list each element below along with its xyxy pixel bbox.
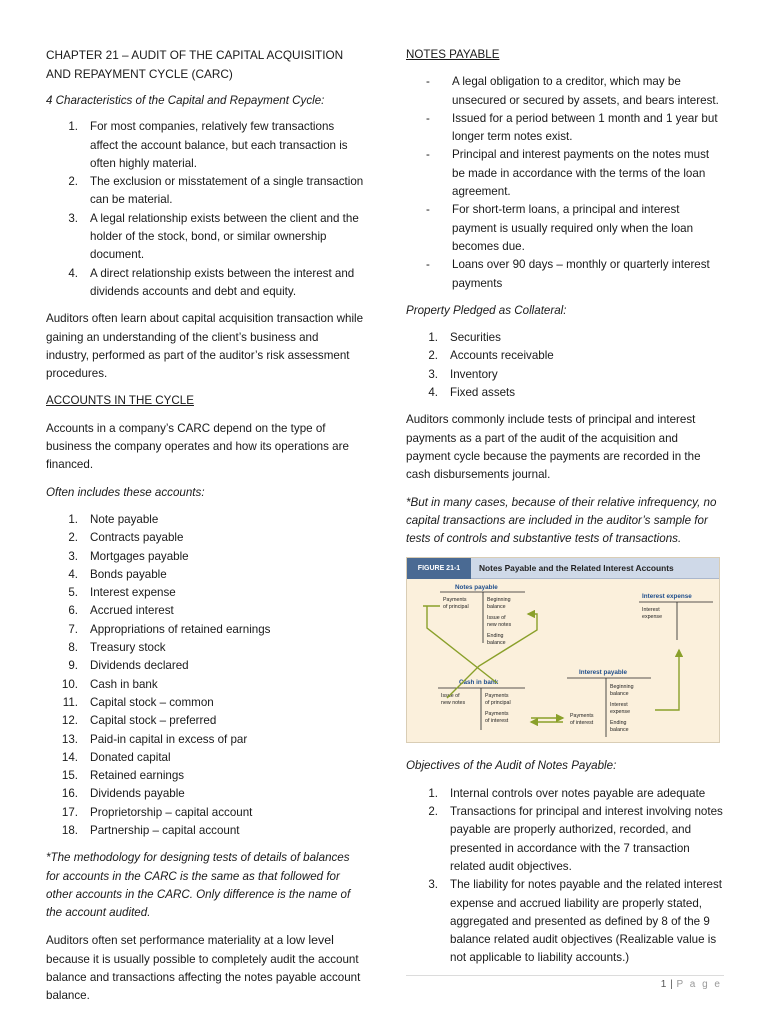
list-text: For short-term loans, a principal and interest payment is usually required only when the loan becomes due. [452,203,694,253]
np-credit-2b: new notes [487,622,512,629]
list-item [406,146,724,201]
list-text: Treasury stock [90,641,166,655]
interest-expense-t-account [639,593,713,640]
left-column [46,46,364,1015]
list-text: Issued for a period between 1 month and 1 year but longer term notes exist. [452,111,718,144]
cb-credit-1a: Payments [485,693,509,700]
page-separator: | [670,979,674,990]
list-text: Mortgages payable [90,549,189,563]
list-item [46,566,364,584]
list-text: Fixed assets [450,386,516,400]
list-text: Interest expense [90,586,176,600]
list-number: 3. [428,367,438,381]
list-number: 12. [61,714,78,728]
list-item [406,384,724,402]
characteristics-heading: 4 Characteristics of the Capital and Repayment Cycle: [46,94,325,107]
chapter-title: CHAPTER 21 – AUDIT OF THE CAPITAL ACQUISITION AND REPAYMENT CYCLE (CARC) [46,48,344,81]
np-credit-3b: balance [487,640,506,647]
list-number: 4. [428,386,438,400]
objectives-heading: Objectives of the Audit of Notes Payable: [406,759,617,773]
cb-debit-label [441,693,465,706]
list-item [46,804,364,822]
ip-credit-1a: Beginning [610,684,634,691]
np-debit-line2: of principal [443,604,469,611]
list-item [406,347,724,365]
list-item [46,621,364,639]
list-number: 3. [68,549,78,563]
tests-paragraph: Auditors commonly include tests of principal and interest payments as a part of the audit of the acquisition and payment cycle because the payments are recorded in the cash disbursements journal. [406,413,701,482]
figure-notes-payable-accounts [406,557,720,743]
list-item [406,876,724,967]
ip-credit-3a: Ending [610,720,627,727]
list-number: 13. [61,732,78,746]
page-footer [661,976,722,994]
list-text: For most companies, relatively few transactions affect the account balance, but each transaction is often highly material. [90,120,348,170]
list-item [46,785,364,803]
cb-debit-line2: new notes [441,700,466,707]
list-text: Dividends payable [90,787,185,801]
list-number: 2. [428,349,438,363]
list-number: 15. [61,769,78,783]
ie-debit-label [642,607,662,620]
list-item [46,265,364,302]
list-text: Capital stock – preferred [90,714,217,728]
list-text: Inventory [450,367,498,381]
right-column [406,46,724,977]
list-text: Paid-in capital in excess of par [90,732,248,746]
list-number: 2. [428,805,438,819]
list-text: Proprietorship – capital account [90,805,253,819]
materiality-paragraph [46,931,364,1005]
list-text: Note payable [90,512,159,526]
ip-credit-3b: balance [610,727,629,734]
ip-debit-line2: of interest [570,720,594,727]
list-text: Retained earnings [90,769,185,783]
np-credit-2a: Issue of [487,615,506,622]
list-number: 2. [68,175,78,189]
list-number: 5. [68,586,78,600]
list-number: 8. [68,641,78,655]
list-number: 2. [68,531,78,545]
list-text: Internal controls over notes payable are adequate [450,786,706,800]
ie-debit-line2: expense [642,614,663,621]
collateral-list [406,329,724,402]
list-text: A direct relationship exists between the interest and dividends accounts and debt and equity. [90,266,355,298]
cb-credit-2b: of interest [485,718,509,725]
interest-payable-title: Interest payable [579,669,627,677]
np-credit-3a: Ending [487,633,504,640]
ie-debit-line1: Interest [642,607,660,614]
list-text: Cash in bank [90,677,158,691]
ip-credit-1b: balance [610,691,629,698]
arrow-interest-expense [655,650,679,710]
list-text: Capital stock – common [90,695,214,709]
cb-debit-line1: Issue of [441,693,460,700]
list-item [406,366,724,384]
list-item [406,256,724,293]
list-item [46,767,364,785]
list-text: Principal and interest payments on the notes must be made in accordance with the terms of the loan agreement. [452,148,710,199]
list-item [46,712,364,730]
cb-credit-1b: of principal [485,700,511,707]
page-number: 1 [660,979,667,990]
page-word: P a g e [676,979,722,990]
list-text: Dividends declared [90,659,189,673]
list-text: Contracts payable [90,531,184,545]
list-text: A legal obligation to a creditor, which may be unsecured or secured by assets, and bears interest. [452,75,719,107]
list-item [46,639,364,657]
list-number: 7. [68,622,78,636]
infrequency-note: *But in many cases, because of their relative infrequency, no capital transactions are included in the auditor’s sample for tests of controls and substantive tests of transactions. [406,495,717,546]
cb-credit-labels [485,693,512,724]
list-item [406,201,724,256]
accounts-intro-paragraph: Accounts in a company’s CARC depend on the type of business the company operates and how its operations are financed. [46,421,349,472]
list-item [46,511,364,529]
list-number: 1. [428,786,438,800]
notes-payable-t-account [440,584,525,646]
ip-credit-2b: expense [610,709,631,716]
interest-expense-title: Interest expense [642,593,692,601]
list-item [46,210,364,265]
list-item [406,110,724,147]
list-text: Loans over 90 days – monthly or quarterly interest payments [452,258,710,290]
list-item [46,694,364,712]
figure-title: Notes Payable and the Related Interest Accounts [479,563,674,574]
cb-credit-2a: Payments [485,711,509,718]
list-item [406,803,724,876]
list-text: Partnership – capital account [90,823,240,837]
notes-payable-list [406,73,724,293]
ip-credit-2a: Interest [610,702,628,709]
list-text: Accounts receivable [450,349,554,363]
list-number: 3. [68,211,78,225]
list-item [406,73,724,110]
list-number: 17. [61,805,78,819]
list-number: 1. [68,120,78,134]
list-text: Appropriations of retained earnings [90,622,271,636]
often-includes-heading: Often includes these accounts: [46,485,205,499]
methodology-note: *The methodology for designing tests of details of balances for accounts in the CARC is the same as that followed for other accounts in the CARC. Only difference is the name of the account audited. [46,851,351,920]
np-debit-line1: Payments [443,597,467,604]
collateral-heading: Property Pledged as Collateral: [406,303,567,317]
list-number: 14. [61,750,78,764]
list-text: Accrued interest [90,604,174,618]
list-number: 9. [68,659,78,673]
ip-credit-labels [610,684,635,733]
list-item [46,118,364,173]
dash-bullet: - [426,75,430,89]
list-item [406,329,724,347]
list-text: Transactions for principal and interest involving notes payable are properly authorized, recorded, and presented in accordance with the 7 transaction related audit objectives. [450,805,723,873]
dash-bullet: - [426,258,430,272]
list-item [46,822,364,840]
list-item [46,548,364,566]
ip-debit-label [570,713,595,726]
materiality-highlight: low level [286,933,334,948]
list-number: 4. [68,266,78,280]
list-number: 18. [61,823,78,837]
list-item [46,749,364,767]
figure-tag: FIGURE 21-1 [407,558,471,579]
list-item [46,731,364,749]
list-number: 10. [61,677,78,691]
materiality-text-after: because it is usually possible to completely audit the account balance and transactions affecting the notes payable account balance. [46,952,361,1003]
accounts-list [46,511,364,840]
list-text: Securities [450,331,501,345]
list-text: Bonds payable [90,567,167,581]
list-item [406,785,724,803]
list-number: 4. [68,567,78,581]
list-item [46,173,364,210]
list-item [46,584,364,602]
list-text: The exclusion or misstatement of a single transaction can be material. [90,175,364,207]
list-item [46,602,364,620]
list-number: 1. [68,512,78,526]
np-credit-1a: Beginning [487,597,511,604]
list-item [46,657,364,675]
list-number: 11. [62,695,78,709]
cash-in-bank-title: Cash in bank [459,679,499,687]
list-item [46,529,364,547]
notes-payable-title: Notes payable [455,584,498,592]
list-number: 1. [428,331,438,345]
dash-bullet: - [426,111,430,125]
np-credit-1b: balance [487,604,506,611]
t-account-diagram [407,558,721,744]
cash-in-bank-t-account [438,679,525,730]
list-number: 3. [428,878,438,892]
list-text: A legal relationship exists between the client and the holder of the stock, bond, or similar ownership document. [90,211,359,262]
notes-payable-heading: NOTES PAYABLE [406,48,500,61]
dash-bullet: - [426,203,430,217]
materiality-text-before: Auditors often set performance materiality at a [46,934,287,948]
list-text: Donated capital [90,750,171,764]
list-number: 16. [61,787,78,801]
interest-payable-t-account [567,669,651,737]
auditors-learn-paragraph: Auditors often learn about capital acquisition transaction while gaining an understanding of the client’s business and industry, performed as part of the auditor’s risk assessment procedures. [46,312,364,381]
objectives-list [406,785,724,968]
list-number: 6. [68,604,78,618]
accounts-heading: ACCOUNTS IN THE CYCLE [46,394,194,408]
np-credit-labels [487,597,513,646]
np-debit-label [443,597,469,610]
ip-debit-line1: Payments [570,713,594,720]
list-text: The liability for notes payable and the related interest expense and accrued liability are properly stated, aggregated and presented as defined by 8 of the 9 balance related audit objectives (Realizable value is not applicable to liability accounts.) [450,878,722,965]
dash-bullet: - [426,148,430,162]
characteristics-list [46,118,364,301]
list-item [46,676,364,694]
